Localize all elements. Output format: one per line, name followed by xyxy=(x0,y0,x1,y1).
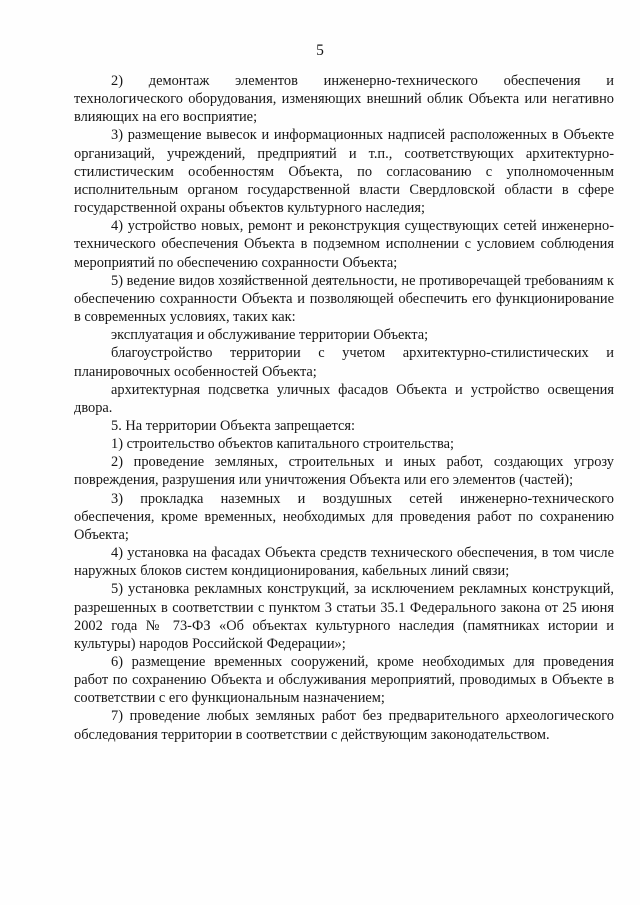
paragraph-item-2-dismantling: 2) демонтаж элементов инженерно-технического обеспечения и технологического оборудования, изменяющих внешний облик Объекта или негативно влияющих на его восприятие; xyxy=(74,73,614,126)
prohibition-item-1: 1) строительство объектов капитального строительства; xyxy=(111,436,454,453)
prohibition-item-5: 5) установка рекламных конструкций, за исключением рекламных конструкций, разрешенных в соответствии с пунктом 3 статьи 35.1 Федерального закона от 25 июня 2002 года № 73-ФЗ «Об объектах культурного наследия (памятниках истории и культуры) народов Российской Федерации»; xyxy=(74,581,614,652)
paragraph-item-3-signage: 3) размещение вывесок и информационных надписей расположенных в Объекте организаций, учреждений, предприятий и т.п., соответствующих архитектурно-стилистическим особенностям Объекта, по согласованию с уполномоченным исполнительным органом государственной власти Свердловской области в сфере государственной охраны объектов культурного наследия; xyxy=(74,127,614,217)
paragraph-activity-maintenance: эксплуатация и обслуживание территории Объекта; xyxy=(111,327,429,344)
paragraph-activity-landscaping: благоустройство территории с учетом архитектурно-стилистических и планировочных особенностей Объекта; xyxy=(74,345,614,380)
prohibition-item-3: 3) прокладка наземных и воздушных сетей инженерно-технического обеспечения, кроме временных, необходимых для проведения работ по сохранению Объекта; xyxy=(74,490,614,543)
paragraph-activity-lighting: архитектурная подсветка уличных фасадов Объекта и устройство освещения двора. xyxy=(74,381,614,416)
section-5-heading: 5. На территории Объекта запрещается: xyxy=(111,417,355,434)
document-body xyxy=(74,72,614,744)
prohibition-item-6: 6) размещение временных сооружений, кроме необходимых для проведения работ по сохранению Объекта и обслуживания мероприятий, проводимых в Объекте в соответствии с его функциональным назначением; xyxy=(74,654,614,707)
prohibition-item-2: 2) проведение земляных, строительных и иных работ, создающих угрозу повреждения, разрушения или уничтожения Объекта или его элементов (частей); xyxy=(74,454,614,489)
paragraph-item-4-networks: 4) устройство новых, ремонт и реконструкция существующих сетей инженерно-технического обеспечения Объекта в подземном исполнении с условием соблюдения мероприятий по обеспечению сохранности Объекта; xyxy=(74,218,614,271)
prohibition-item-4: 4) установка на фасадах Объекта средств технического обеспечения, в том числе наружных блоков систем кондиционирования, кабельных линий связи; xyxy=(74,545,614,580)
paragraph-item-5-economic-activity: 5) ведение видов хозяйственной деятельности, не противоречащей требованиям к обеспечению сохранности Объекта и позволяющей обеспечить его функционирование в современных условиях, таких как: xyxy=(74,272,614,326)
prohibition-item-7: 7) проведение любых земляных работ без предварительного археологического обследования территории в соответствии с действующим законодательством. xyxy=(74,708,614,743)
page-number: 5 xyxy=(316,42,324,59)
